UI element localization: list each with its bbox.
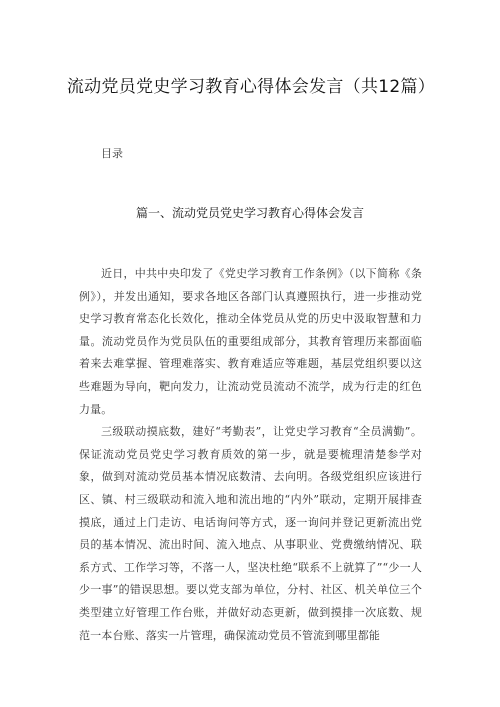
document-title: 流动党员党史学习教育心得体会发言（共12篇） [66,77,436,97]
paragraph: 近日，中共中央印发了《党史学习教育工作条例》（以下简称《条例》），并发出通知，要求各地区各部门认真遵照执行，进一步推动党史学习教育常态化长效化，推动全体党员从党的历史中汲取智慧和力量。流动党员作为党员队伍的重要组成部分，其教育管理历来都面临着来去难掌握、管理难落实、教育难适应等难题，基层党组织要以这些难题为导向，靶向发力，让流动党员流动不流学，成为行走的红色力量。 [79,267,422,416]
paragraph: 三级联动摸底数，建好“考勤表”，让党史学习教育“全员满勤”。保证流动党员党史学习教育质效的第一步，就是要梳理清楚参学对象，做到对流动党员基本情况底数清、去向明。各级党组织应该进行区、镇、村三级联动和流入地和流出地的“内外”联动，定期开展排查摸底，通过上门走访、电话询问等方式，逐一询问并登记更新流出党员的基本情况、流出时间、流入地点、从事职业、党费缴纳情况、联系方式、工作学习等，不落一人，坚决杜绝“联系不上就算了”“少一人少一事”的错误思想。要以党支部为单位，分村、社区、机关单位三个类型建立好管理工作台账，并做好动态更新，做到摸排一次底数、规范一本台账、落实一片管理，确保流动党员不管流到哪里都能 [79,425,422,642]
section-heading: 篇一、流动党员党史学习教育心得体会发言 [135,206,364,220]
toc-label: 目录 [101,147,123,160]
body-text [79,263,422,647]
